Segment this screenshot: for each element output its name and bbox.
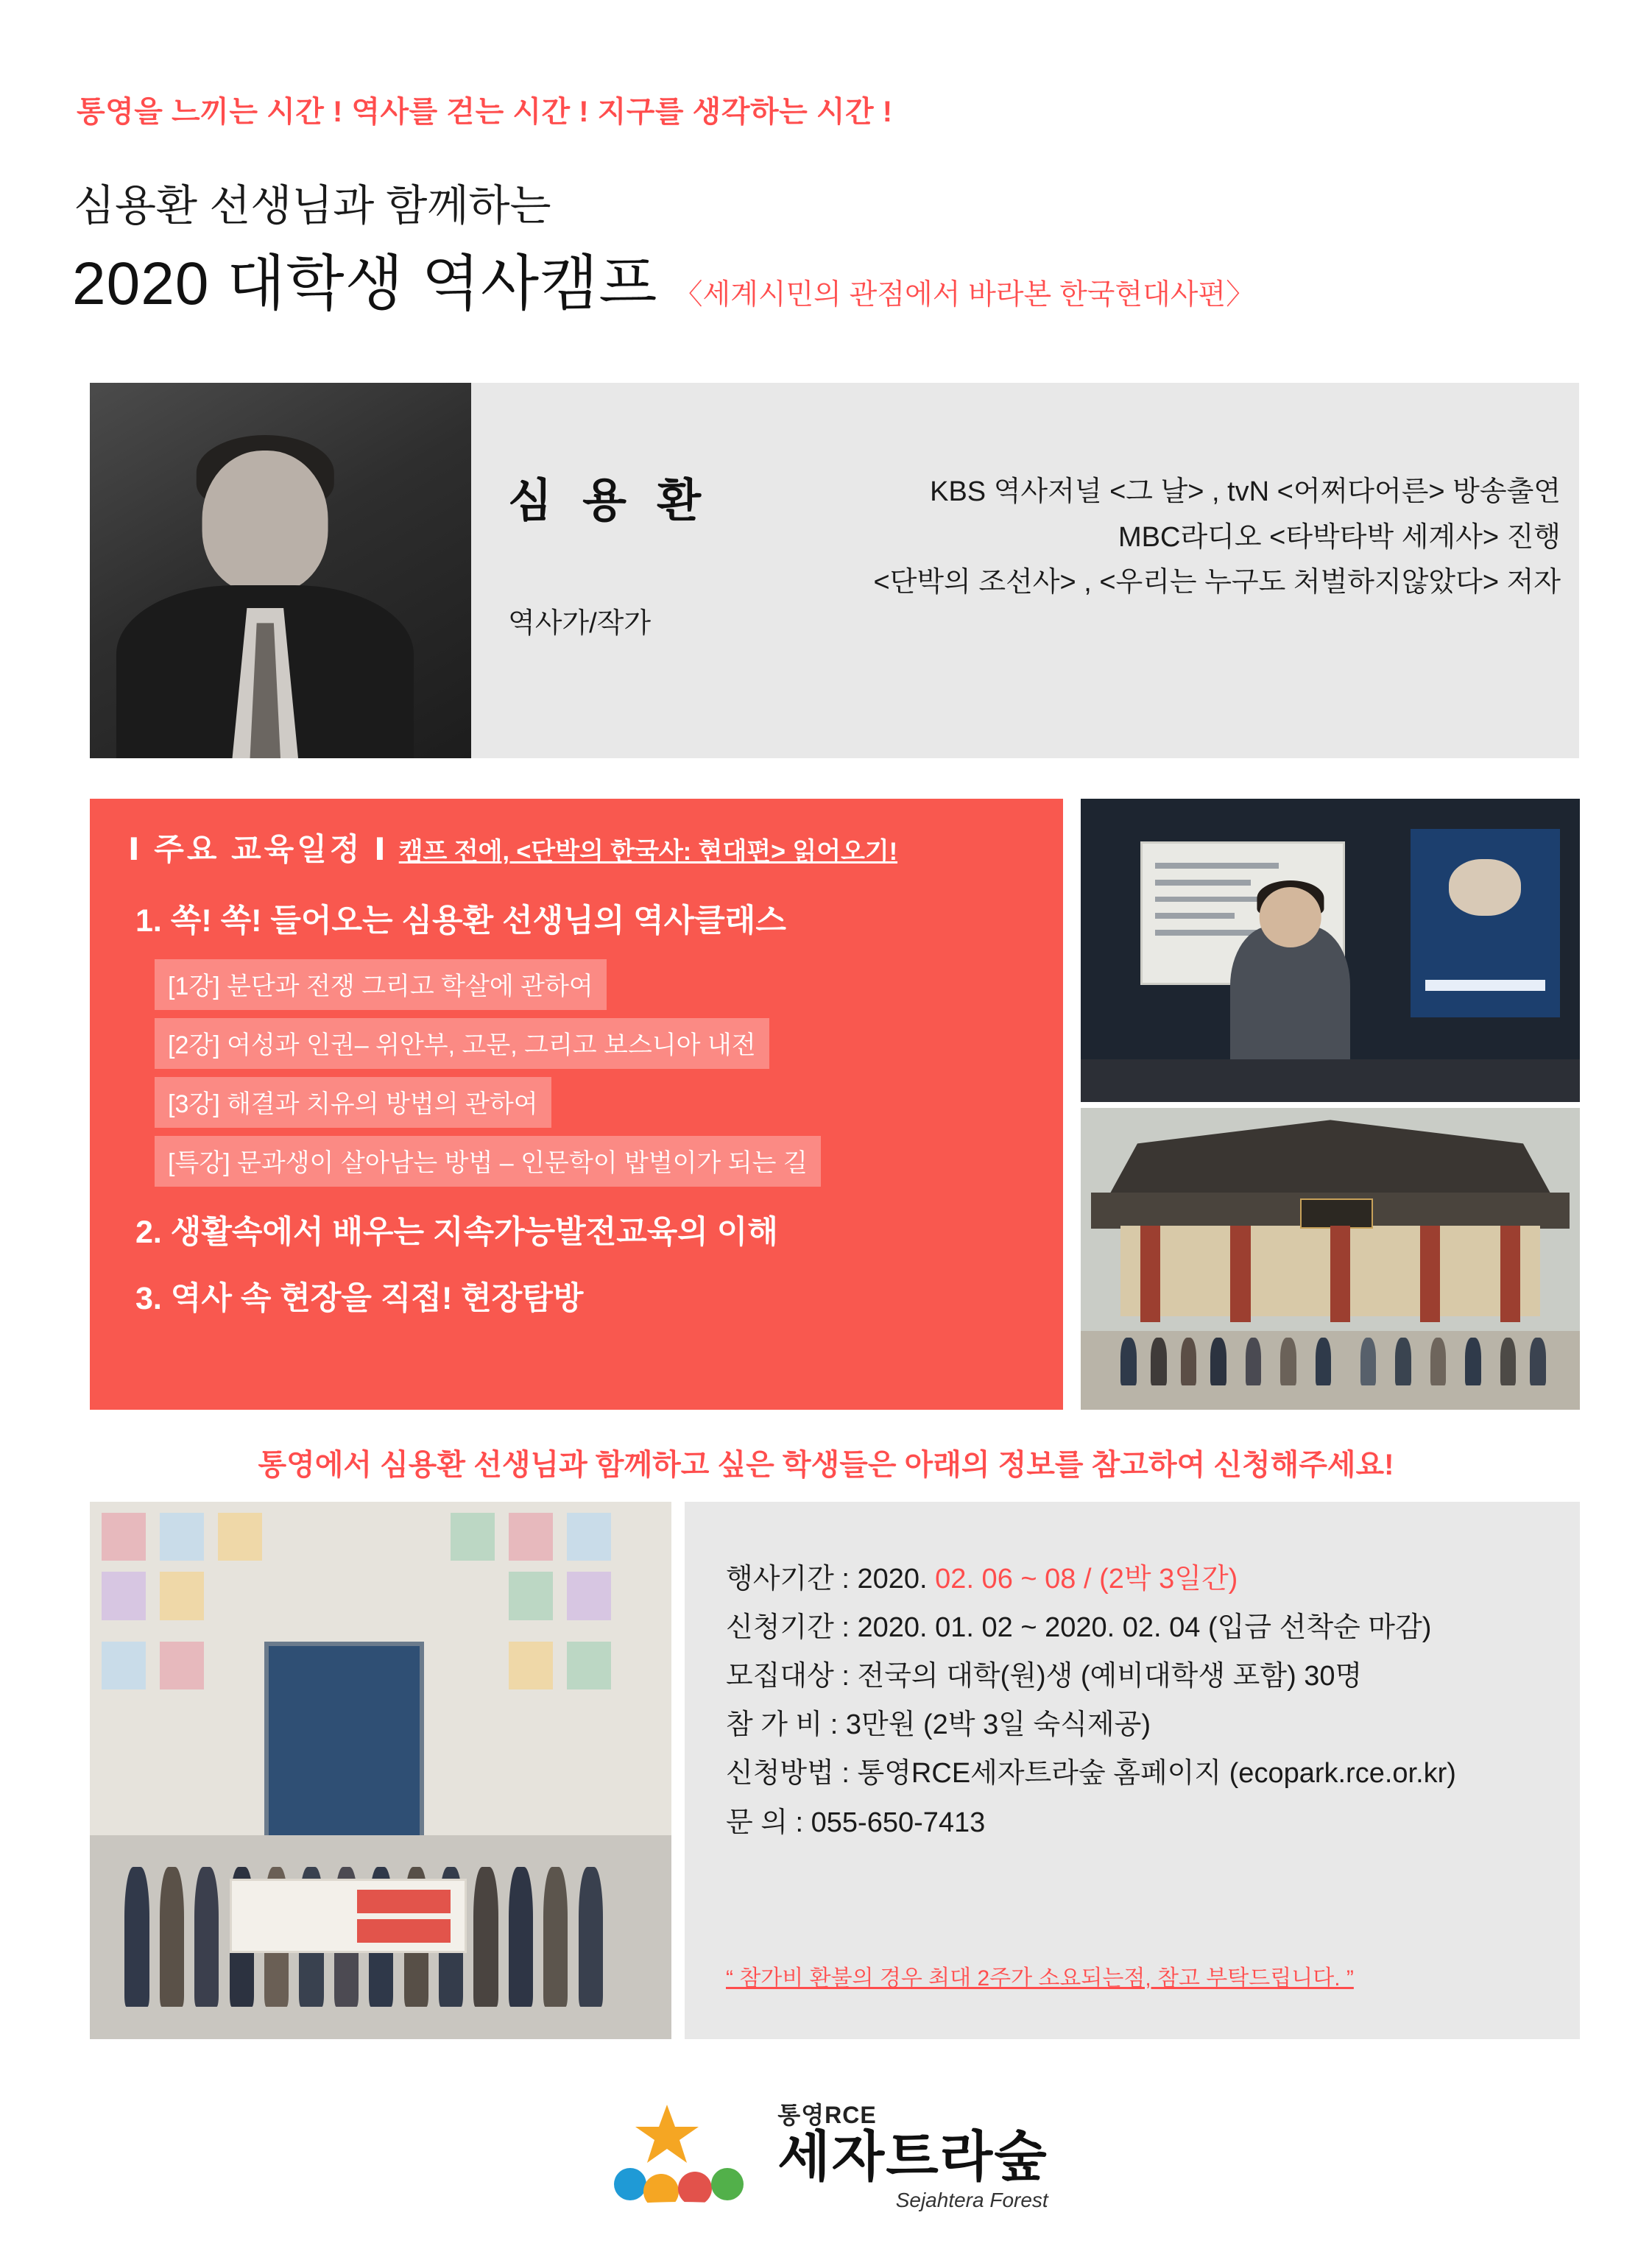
program-heading-title: Ⅰ 주요 교육일정 Ⅰ bbox=[128, 832, 389, 866]
info-value-period-pre: 2020. bbox=[857, 1564, 936, 1595]
group-photo bbox=[90, 1502, 671, 2039]
info-label-period: 행사기간 : bbox=[726, 1564, 858, 1595]
logo-text bbox=[777, 2103, 1048, 2211]
page-title bbox=[72, 236, 1254, 322]
logo-top-text: 통영RCE bbox=[777, 2102, 877, 2128]
info-note: “ 참가비 환불의 경우 최대 2주가 소요되는점, 참고 부탁드립니다. ” bbox=[726, 1966, 1354, 1991]
speaker-photo bbox=[90, 383, 471, 758]
lecture-item-3: [3강] 해결과 치유의 방법의 관하여 bbox=[155, 1077, 551, 1128]
info-value-contact: 055-650-7413 bbox=[811, 1807, 986, 1838]
tagline: 통영을 느끼는 시간 ! 역사를 걷는 시간 ! 지구를 생각하는 시간 ! bbox=[77, 96, 893, 128]
info-row-contact bbox=[726, 1798, 1456, 1847]
info-label-contact: 문 의 : bbox=[726, 1807, 811, 1838]
lecture-photo bbox=[1081, 799, 1580, 1102]
cta-text: 통영에서 심용환 선생님과 함께하고 싶은 학생들은 아래의 정보를 참고하여 신청해주세요! bbox=[258, 1449, 1394, 1481]
info-value-apply-period: 2020. 01. 02 ~ 2020. 02. 04 (입금 선착순 마감) bbox=[857, 1612, 1432, 1644]
info-label-apply-period: 신청기간 : bbox=[726, 1612, 858, 1644]
info-row-fee bbox=[726, 1701, 1456, 1749]
title-note: 〈세계시민의 관점에서 바라본 한국현대사편〉 bbox=[674, 279, 1255, 311]
sejahtera-forest-logo-icon bbox=[604, 2102, 758, 2212]
group-photo-image bbox=[90, 1502, 671, 2039]
lecture-item-2: [2강] 여성과 인권– 위안부, 고문, 그리고 보스니아 내전 bbox=[155, 1018, 769, 1069]
speaker-credit-1: KBS 역사저널 <그 날> , tvN <어쩌다어른> 방송출연 bbox=[930, 476, 1561, 507]
program-panel bbox=[90, 799, 1063, 1410]
footer-logo bbox=[0, 2072, 1652, 2242]
info-panel bbox=[685, 1502, 1580, 2039]
program-heading-sub: 캠프 전에, <단박의 한국사: 현대편> 읽어오기! bbox=[398, 838, 898, 866]
speaker-credits bbox=[744, 470, 1561, 606]
info-label-fee: 참 가 비 : bbox=[726, 1709, 846, 1741]
hanok-photo-image bbox=[1081, 1108, 1580, 1410]
lecture-item-1: [1강] 분단과 전쟁 그리고 학살에 관하여 bbox=[155, 959, 607, 1010]
program-item-3: 3. 역사 속 현장을 직접! 현장탐방 bbox=[135, 1281, 584, 1316]
info-row-target bbox=[726, 1652, 1456, 1701]
info-value-how-to-apply: 통영RCE세자트라숲 홈페이지 (ecopark.rce.or.kr) bbox=[857, 1758, 1456, 1790]
speaker-credit-2: MBC라디오 <타박타박 세계사> 진행 bbox=[1118, 521, 1561, 553]
program-item-1: 1. 쏙! 쏙! 들어오는 심용환 선생님의 역사클래스 bbox=[135, 903, 786, 939]
title-subtitle: 심용환 선생님과 함께하는 bbox=[74, 182, 551, 230]
logo-main-text: 세자트라숲 bbox=[777, 2126, 1048, 2187]
speaker-credit-3: <단박의 조선사> , <우리는 누구도 처벌하지않았다> 저자 bbox=[873, 567, 1561, 598]
logo-mark bbox=[604, 2102, 758, 2212]
speaker-portrait-image bbox=[90, 383, 471, 758]
info-row-apply-period bbox=[726, 1603, 1456, 1652]
info-label-how-to-apply: 신청방법 : bbox=[726, 1758, 858, 1790]
lecture-photo-image bbox=[1081, 799, 1580, 1102]
hanok-photo bbox=[1081, 1108, 1580, 1410]
info-row-how-to-apply bbox=[726, 1749, 1456, 1798]
info-list bbox=[726, 1555, 1456, 1847]
speaker-role: 역사가/작가 bbox=[508, 608, 652, 639]
program-item-2: 2. 생활속에서 배우는 지속가능발전교육의 이해 bbox=[135, 1215, 778, 1250]
program-heading bbox=[128, 825, 897, 869]
info-value-fee: 3만원 (2박 3일 숙식제공) bbox=[845, 1709, 1151, 1741]
info-label-target: 모집대상 : bbox=[726, 1661, 858, 1692]
info-row-period bbox=[726, 1555, 1456, 1603]
lecture-item-4: [특강] 문과생이 살아남는 방법 – 인문학이 밥벌이가 되는 길 bbox=[155, 1136, 821, 1187]
info-value-period-highlight: 02. 06 ~ 08 / (2박 3일간) bbox=[935, 1564, 1238, 1595]
info-value-target: 전국의 대학(원)생 (예비대학생 포함) 30명 bbox=[857, 1661, 1363, 1692]
logo-english-text: Sejahtera Forest bbox=[895, 2189, 1048, 2211]
title-main: 2020 대학생 역사캠프 bbox=[72, 250, 658, 317]
speaker-name: 심 용 환 bbox=[508, 476, 710, 526]
